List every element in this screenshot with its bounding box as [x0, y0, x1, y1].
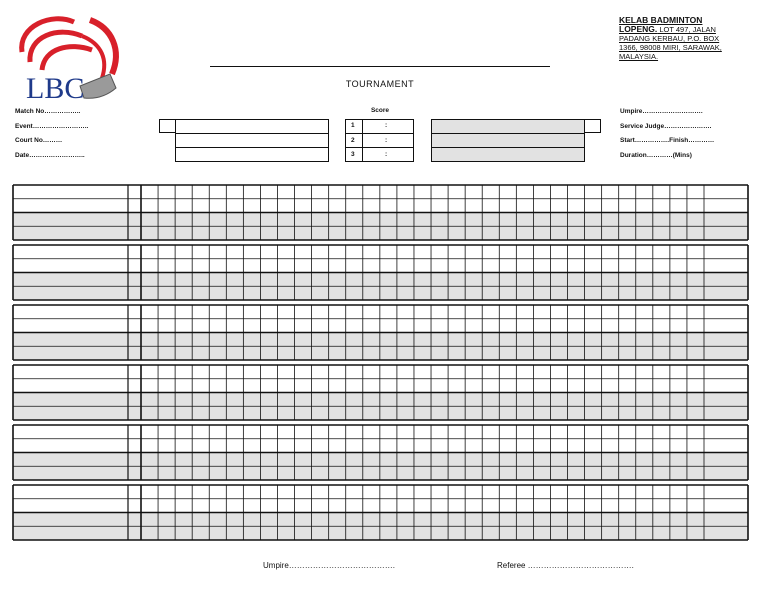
game-number: 3 [351, 151, 355, 158]
page-title: TOURNAMENT [345, 79, 415, 89]
duration-field: Duration…………(Mins) [620, 152, 692, 159]
game-number: 2 [351, 137, 355, 144]
footer-umpire-signature: Umpire…………………………………. [263, 561, 396, 570]
club-address-line3: 1366, 98008 MIRI, SARAWAK, [619, 43, 722, 52]
score-separator: : [385, 137, 388, 144]
score-separator: : [385, 122, 388, 129]
logo-lettering: LBC [26, 72, 85, 105]
club-name-line2: LOPENG. [619, 24, 658, 34]
game-number: 1 [351, 122, 355, 129]
club-address-line1: LOT 497, JALAN [657, 25, 716, 34]
date-field: Date…………………….. [15, 152, 85, 159]
service-judge-field: Service Judge…………………. [620, 123, 712, 130]
score-separator: : [385, 151, 388, 158]
start-field: Start……………. [620, 137, 670, 144]
match-no-field: Match No…………….. [15, 108, 81, 115]
score-label: Score [370, 107, 390, 114]
finish-field: Finish………… [669, 137, 715, 144]
event-field: Event…………………….. [15, 123, 89, 130]
club-name-line1: KELAB BADMINTON [619, 15, 703, 25]
club-address-line4: MALAYSIA. [619, 52, 659, 61]
umpire-field: Umpire………………………. [620, 108, 703, 115]
court-no-field: Court No……… [15, 137, 63, 144]
footer-referee-signature: Referee …………………………………. [497, 561, 634, 570]
club-address-line2: PADANG KERBAU, P.O. BOX [619, 34, 720, 43]
